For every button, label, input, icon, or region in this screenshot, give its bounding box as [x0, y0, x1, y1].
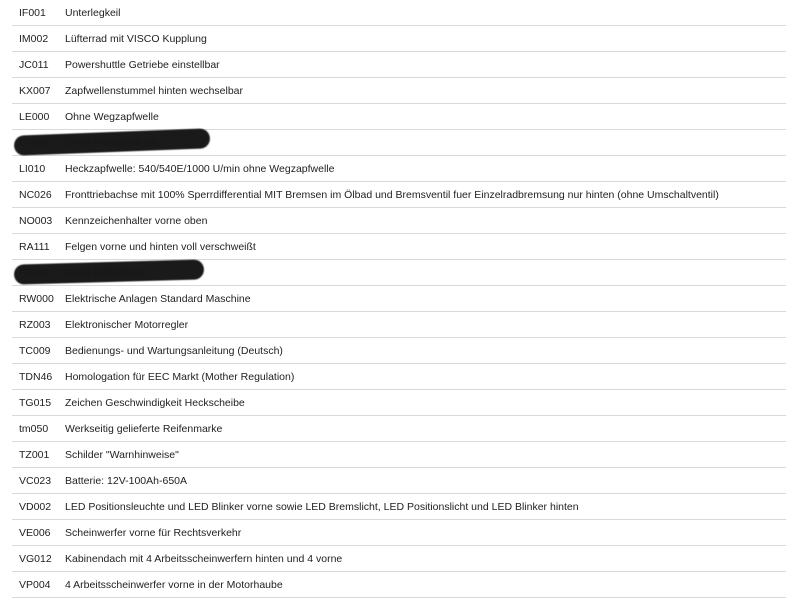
table-row [12, 104, 786, 130]
option-description: Felgen vorne und hinten voll verschweißt [65, 240, 256, 253]
option-description: Unterlegkeil [65, 6, 121, 19]
option-description: Schilder "Warnhinweise" [65, 448, 179, 461]
option-code: TC009 [19, 344, 51, 357]
table-row [12, 338, 786, 364]
option-description: Werkseitig gelieferte Reifenmarke [65, 422, 223, 435]
table-row [12, 78, 786, 104]
redaction-marker [14, 259, 204, 284]
option-code: LE000 [19, 110, 50, 123]
option-code: NC026 [19, 188, 52, 201]
option-description: Batterie: 12V-100Ah-650A [65, 474, 188, 487]
redaction-marker [14, 128, 211, 156]
option-description: Ohne Wegzapfwelle [65, 110, 159, 123]
option-description: Elektrische Anlagen Standard Maschine [65, 292, 251, 305]
option-code: KX007 [19, 84, 51, 97]
option-code: IF001 [19, 6, 46, 19]
option-description: LED Positionsleuchte und LED Blinker vorne sowie LED Bremslicht, LED Positionslicht und LED Blinker hinten [65, 500, 579, 513]
table-row [12, 208, 786, 234]
option-description: Zeichen Geschwindigkeit Heckscheibe [65, 396, 245, 409]
option-description: Kabinendach mit 4 Arbeitsscheinwerfern hinten und 4 vorne [65, 552, 343, 565]
option-code: JC011 [19, 58, 49, 71]
option-code: VP004 [19, 578, 51, 591]
option-code: TG015 [19, 396, 52, 409]
option-description: 4 Arbeitsscheinwerfer vorne in der Motorhaube [65, 578, 283, 591]
option-description: Powershuttle Getriebe einstellbar [65, 58, 220, 71]
table-row [12, 312, 786, 338]
option-code: VD002 [19, 500, 52, 513]
option-code: tm050 [19, 422, 49, 435]
option-code: VC023 [19, 474, 52, 487]
table-row [12, 546, 786, 572]
option-code: TDN46 [19, 370, 53, 383]
table-row [12, 156, 786, 182]
table-row [12, 52, 786, 78]
option-description: Lüfterrad mit VISCO Kupplung [65, 32, 207, 45]
options-table [12, 0, 786, 598]
option-description: Scheinwerfer vorne für Rechtsverkehr [65, 526, 242, 539]
option-code: RW000 [19, 292, 54, 305]
option-code: VE006 [19, 526, 51, 539]
option-description: Bedienungs- und Wartungsanleitung (Deutsch) [65, 344, 283, 357]
table-row [12, 468, 786, 494]
option-description: Homologation für EEC Markt (Mother Regulation) [65, 370, 295, 383]
table-row [12, 390, 786, 416]
option-code: RZ003 [19, 318, 51, 331]
table-row [12, 442, 786, 468]
table-row [12, 26, 786, 52]
table-row [12, 234, 786, 260]
table-row-redacted [12, 260, 786, 286]
option-code: TZ001 [19, 448, 50, 461]
option-code: NO003 [19, 214, 53, 227]
table-row [12, 572, 786, 598]
option-code: RA111 [19, 240, 50, 253]
table-row [12, 364, 786, 390]
option-code: LI010 [19, 162, 46, 175]
option-description: Kennzeichenhalter vorne oben [65, 214, 208, 227]
table-row [12, 286, 786, 312]
table-row [12, 416, 786, 442]
option-description: Elektronischer Motorregler [65, 318, 189, 331]
option-code: IM002 [19, 32, 49, 45]
option-description: Zapfwellenstummel hinten wechselbar [65, 84, 244, 97]
table-row [12, 0, 786, 26]
option-description: Heckzapfwelle: 540/540E/1000 U/min ohne Wegzapfwelle [65, 162, 335, 175]
table-row [12, 520, 786, 546]
table-row [12, 182, 786, 208]
table-row [12, 494, 786, 520]
option-description: Fronttriebachse mit 100% Sperrdifferential MIT Bremsen im Ölbad und Bremsventil fuer Einzelradbremsung nur hinten (ohne Umschaltventil) [65, 188, 719, 201]
table-row-redacted [12, 130, 786, 156]
option-code: VG012 [19, 552, 52, 565]
